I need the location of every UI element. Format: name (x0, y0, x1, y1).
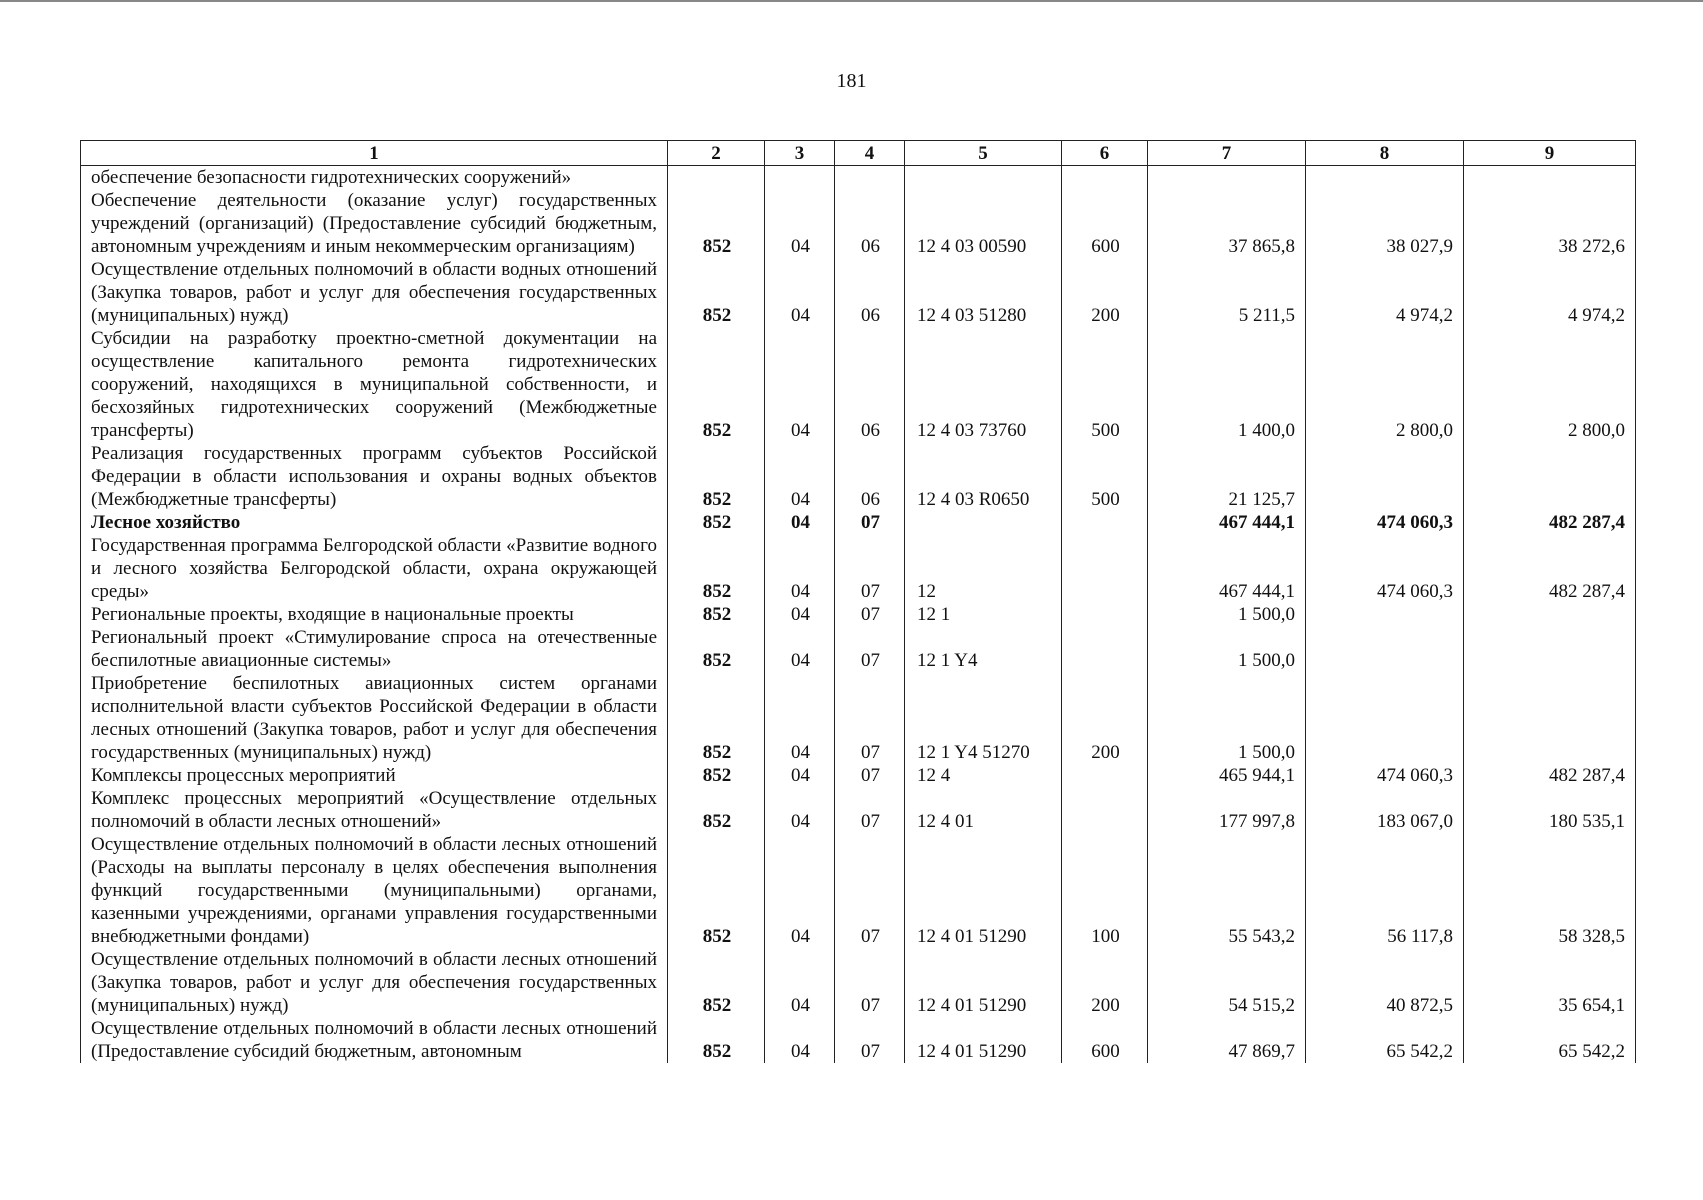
target-article-code: 12 4 03 51280 (905, 258, 1062, 327)
target-article-code: 12 4 01 51290 (905, 1017, 1062, 1063)
table-body (81, 166, 1636, 1064)
ministry-code: 852 (668, 442, 765, 511)
ministry-code: 852 (668, 258, 765, 327)
amount-year-1: 37 865,8 (1148, 189, 1306, 258)
section-code: 04 (765, 603, 835, 626)
target-article-code: 12 4 01 51290 (905, 833, 1062, 948)
amount-year-3: 482 287,4 (1464, 534, 1636, 603)
section-code: 04 (765, 787, 835, 833)
header-col-5: 5 (905, 141, 1062, 166)
table-row (81, 948, 1636, 1017)
section-code: 04 (765, 672, 835, 764)
row-description: Лесное хозяйство (81, 511, 668, 534)
ministry-code: 852 (668, 948, 765, 1017)
section-code: 04 (765, 948, 835, 1017)
subsection-code: 06 (835, 189, 905, 258)
row-description: Реализация государственных программ субъектов Российской Федерации в области использования и охраны водных объектов (Межбюджетные трансферты) (81, 442, 668, 511)
expense-type-code: 100 (1062, 833, 1148, 948)
amount-year-2: 183 067,0 (1306, 787, 1464, 833)
ministry-code: 852 (668, 511, 765, 534)
expense-type-code: 500 (1062, 327, 1148, 442)
expense-type-code (1062, 166, 1148, 190)
amount-year-1: 5 211,5 (1148, 258, 1306, 327)
expense-type-code (1062, 603, 1148, 626)
section-code: 04 (765, 189, 835, 258)
row-description: Государственная программа Белгородской области «Развитие водного и лесного хозяйства Белгородской области, охрана окружающей среды» (81, 534, 668, 603)
amount-year-2 (1306, 166, 1464, 190)
row-description: Комплекс процессных мероприятий «Осуществление отдельных полномочий в области лесных отношений» (81, 787, 668, 833)
subsection-code: 07 (835, 948, 905, 1017)
amount-year-3 (1464, 442, 1636, 511)
target-article-code (905, 166, 1062, 190)
subsection-code: 06 (835, 258, 905, 327)
target-article-code: 12 1 (905, 603, 1062, 626)
subsection-code: 06 (835, 442, 905, 511)
ministry-code (668, 166, 765, 190)
ministry-code: 852 (668, 787, 765, 833)
expense-type-code: 200 (1062, 258, 1148, 327)
amount-year-3: 65 542,2 (1464, 1017, 1636, 1063)
amount-year-2: 474 060,3 (1306, 534, 1464, 603)
subsection-code: 07 (835, 534, 905, 603)
expense-type-code: 600 (1062, 1017, 1148, 1063)
ministry-code: 852 (668, 833, 765, 948)
page-number: 181 (836, 70, 867, 92)
row-description: Субсидии на разработку проектно-сметной документации на осуществление капитального ремонта гидротехнических сооружений, находящихся в муниципальной собственности, и бесхозяйных гидротехнических сооружений (Межбюджетные трансферты) (81, 327, 668, 442)
page-bottom-margin (80, 1093, 1635, 1200)
target-article-code: 12 1 Y4 51270 (905, 672, 1062, 764)
section-code: 04 (765, 626, 835, 672)
ministry-code: 852 (668, 189, 765, 258)
amount-year-2 (1306, 672, 1464, 764)
expense-type-code: 600 (1062, 189, 1148, 258)
target-article-code: 12 (905, 534, 1062, 603)
section-code: 04 (765, 327, 835, 442)
section-code (765, 166, 835, 190)
amount-year-1: 1 500,0 (1148, 626, 1306, 672)
amount-year-3: 38 272,6 (1464, 189, 1636, 258)
row-description: Приобретение беспилотных авиационных систем органами исполнительной власти субъектов Российской Федерации в области лесных отношений (Закупка товаров, работ и услуг для обеспечения государственных (муниципальных) нужд) (81, 672, 668, 764)
target-article-code: 12 4 03 00590 (905, 189, 1062, 258)
section-code: 04 (765, 1017, 835, 1063)
row-description: Региональный проект «Стимулирование спроса на отечественные беспилотные авиационные системы» (81, 626, 668, 672)
row-description: Осуществление отдельных полномочий в области лесных отношений (Закупка товаров, работ и услуг для обеспечения государственных (муниципальных) нужд) (81, 948, 668, 1017)
subsection-code: 07 (835, 603, 905, 626)
amount-year-3: 58 328,5 (1464, 833, 1636, 948)
table-row (81, 189, 1636, 258)
row-description: Осуществление отдельных полномочий в области лесных отношений (Предоставление субсидий бюджетным, автономным (81, 1017, 668, 1063)
row-description: Региональные проекты, входящие в национальные проекты (81, 603, 668, 626)
target-article-code: 12 4 (905, 764, 1062, 787)
table-row (81, 327, 1636, 442)
ministry-code: 852 (668, 1017, 765, 1063)
subsection-code (835, 166, 905, 190)
header-col-7: 7 (1148, 141, 1306, 166)
amount-year-2: 2 800,0 (1306, 327, 1464, 442)
subsection-code: 07 (835, 764, 905, 787)
subsection-code: 07 (835, 511, 905, 534)
amount-year-2: 40 872,5 (1306, 948, 1464, 1017)
amount-year-2: 38 027,9 (1306, 189, 1464, 258)
target-article-code: 12 1 Y4 (905, 626, 1062, 672)
amount-year-1: 177 997,8 (1148, 787, 1306, 833)
table-row (81, 764, 1636, 787)
amount-year-3: 2 800,0 (1464, 327, 1636, 442)
amount-year-3: 180 535,1 (1464, 787, 1636, 833)
target-article-code: 12 4 03 R0650 (905, 442, 1062, 511)
ministry-code: 852 (668, 672, 765, 764)
table-row (81, 672, 1636, 764)
header-col-9: 9 (1464, 141, 1636, 166)
amount-year-3 (1464, 603, 1636, 626)
row-description: Осуществление отдельных полномочий в области водных отношений (Закупка товаров, работ и услуг для обеспечения государственных (муниципальных) нужд) (81, 258, 668, 327)
table-row (81, 603, 1636, 626)
header-col-3: 3 (765, 141, 835, 166)
row-description: Комплексы процессных мероприятий (81, 764, 668, 787)
section-code: 04 (765, 833, 835, 948)
amount-year-2: 65 542,2 (1306, 1017, 1464, 1063)
ministry-code: 852 (668, 327, 765, 442)
amount-year-2 (1306, 603, 1464, 626)
target-article-code: 12 4 01 51290 (905, 948, 1062, 1017)
section-code: 04 (765, 534, 835, 603)
subsection-code: 07 (835, 672, 905, 764)
row-description: обеспечение безопасности гидротехнических сооружений» (81, 166, 668, 190)
amount-year-1: 21 125,7 (1148, 442, 1306, 511)
subsection-code: 07 (835, 833, 905, 948)
amount-year-1 (1148, 166, 1306, 190)
section-code: 04 (765, 442, 835, 511)
table-row (81, 833, 1636, 948)
amount-year-2 (1306, 442, 1464, 511)
amount-year-1: 55 543,2 (1148, 833, 1306, 948)
amount-year-3: 35 654,1 (1464, 948, 1636, 1017)
row-description: Осуществление отдельных полномочий в области лесных отношений (Расходы на выплаты персоналу в целях обеспечения выполнения функций государственными (муниципальными) органами, казенными учреждениями, органами управления государственными внебюджетными фондами) (81, 833, 668, 948)
table-row (81, 511, 1636, 534)
amount-year-1: 1 400,0 (1148, 327, 1306, 442)
amount-year-3: 482 287,4 (1464, 764, 1636, 787)
amount-year-1: 467 444,1 (1148, 534, 1306, 603)
amount-year-1: 465 944,1 (1148, 764, 1306, 787)
expense-type-code (1062, 626, 1148, 672)
budget-table (80, 140, 1636, 1063)
expense-type-code (1062, 787, 1148, 833)
amount-year-3 (1464, 626, 1636, 672)
ministry-code: 852 (668, 534, 765, 603)
target-article-code: 12 4 03 73760 (905, 327, 1062, 442)
amount-year-3: 482 287,4 (1464, 511, 1636, 534)
amount-year-2 (1306, 626, 1464, 672)
expense-type-code: 500 (1062, 442, 1148, 511)
expense-type-code: 200 (1062, 672, 1148, 764)
row-description: Обеспечение деятельности (оказание услуг) государственных учреждений (организаций) (Предоставление субсидий бюджетным, автономным учреждениям и иным некоммерческим организациям) (81, 189, 668, 258)
target-article-code: 12 4 01 (905, 787, 1062, 833)
section-code: 04 (765, 764, 835, 787)
ministry-code: 852 (668, 603, 765, 626)
amount-year-3: 4 974,2 (1464, 258, 1636, 327)
amount-year-1: 54 515,2 (1148, 948, 1306, 1017)
amount-year-1: 1 500,0 (1148, 603, 1306, 626)
amount-year-3 (1464, 672, 1636, 764)
amount-year-1: 47 869,7 (1148, 1017, 1306, 1063)
header-col-8: 8 (1306, 141, 1464, 166)
table-row (81, 442, 1636, 511)
top-border-line (0, 0, 1703, 2)
table-row (81, 787, 1636, 833)
header-row (81, 141, 1636, 166)
expense-type-code (1062, 534, 1148, 603)
header-col-6: 6 (1062, 141, 1148, 166)
header-col-1: 1 (81, 141, 668, 166)
amount-year-2: 56 117,8 (1306, 833, 1464, 948)
expense-type-code: 200 (1062, 948, 1148, 1017)
table-row (81, 1017, 1636, 1063)
section-code: 04 (765, 511, 835, 534)
ministry-code: 852 (668, 764, 765, 787)
amount-year-1: 467 444,1 (1148, 511, 1306, 534)
header-col-2: 2 (668, 141, 765, 166)
expense-type-code (1062, 764, 1148, 787)
expense-type-code (1062, 511, 1148, 534)
amount-year-3 (1464, 166, 1636, 190)
amount-year-2: 474 060,3 (1306, 764, 1464, 787)
subsection-code: 06 (835, 327, 905, 442)
section-code: 04 (765, 258, 835, 327)
subsection-code: 07 (835, 626, 905, 672)
subsection-code: 07 (835, 787, 905, 833)
table-row (81, 166, 1636, 190)
table-row (81, 626, 1636, 672)
ministry-code: 852 (668, 626, 765, 672)
table-row (81, 534, 1636, 603)
target-article-code (905, 511, 1062, 534)
subsection-code: 07 (835, 1017, 905, 1063)
table-row (81, 258, 1636, 327)
header-col-4: 4 (835, 141, 905, 166)
amount-year-2: 4 974,2 (1306, 258, 1464, 327)
amount-year-1: 1 500,0 (1148, 672, 1306, 764)
amount-year-2: 474 060,3 (1306, 511, 1464, 534)
